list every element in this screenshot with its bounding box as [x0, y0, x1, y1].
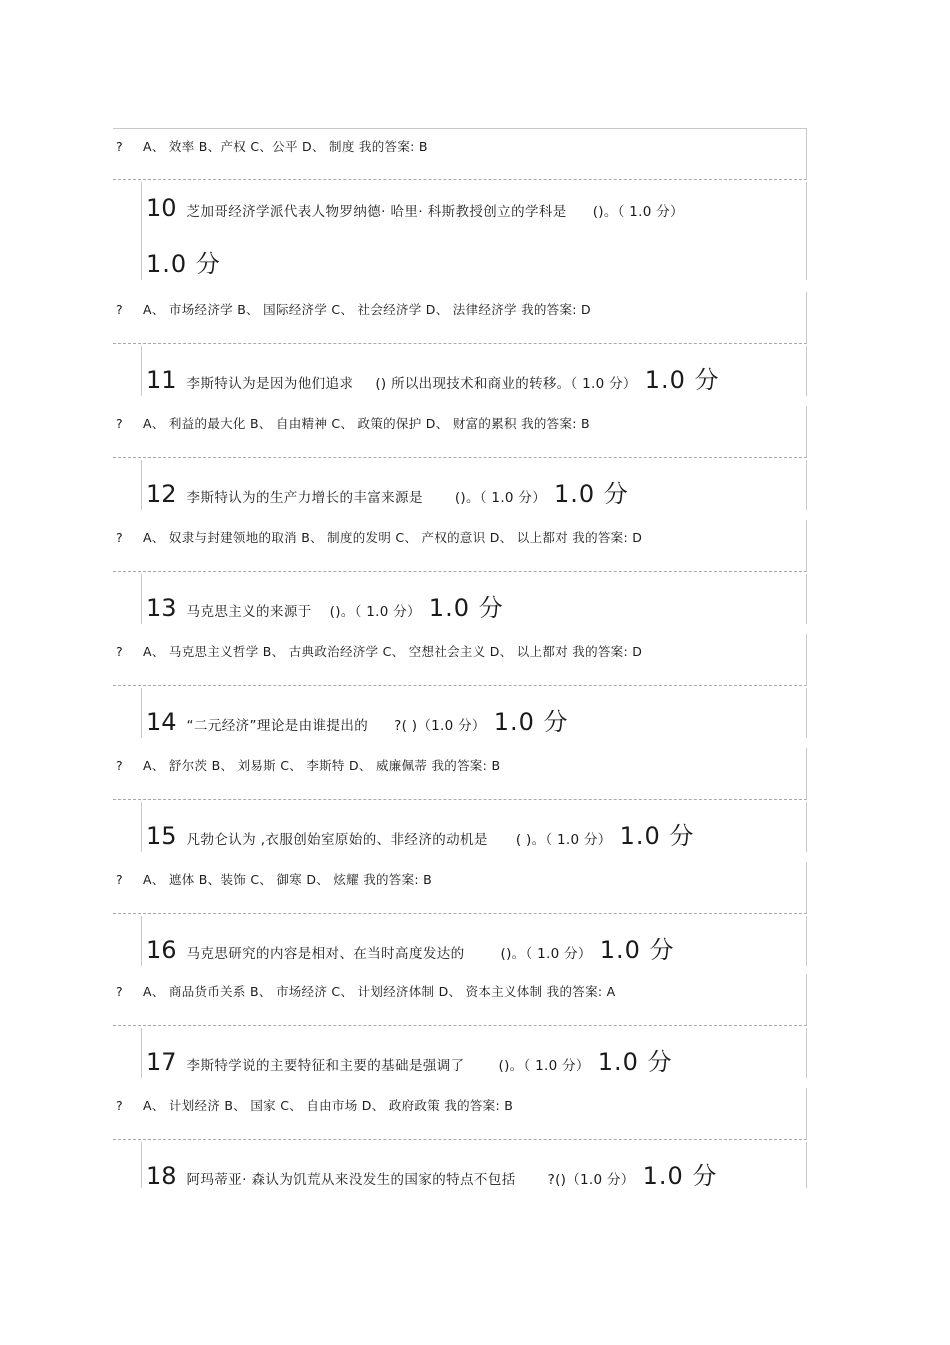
question-score: ?()（1.0 分） [547, 1172, 635, 1188]
question-number: 12 [146, 480, 177, 508]
question-row [113, 346, 807, 396]
answer-options-row [113, 862, 807, 914]
question-row [113, 1028, 807, 1078]
answer-options-row [113, 520, 807, 572]
question-number: 16 [146, 936, 177, 964]
answer-options-row [113, 128, 807, 180]
bullet-mark: ? [116, 872, 123, 887]
question-points: 1.0 分 [642, 1162, 718, 1190]
question-text: 凡勃仑认为 ,衣服创始室原始的、非经济的动机是 [186, 832, 488, 848]
question-points: 1.0 分 [644, 366, 720, 394]
answer-options-row [113, 1088, 807, 1140]
answer-options-row [113, 406, 807, 458]
question-text: “二元经济”理论是由谁提出的 [186, 718, 369, 734]
question-row [113, 182, 807, 280]
bullet-mark: ? [116, 984, 123, 999]
answer-options-text: A、 舒尔茨 B、 刘易斯 C、 李斯特 D、 威廉佩蒂 我的答案: B [143, 758, 501, 773]
question-score: () 所以出现技术和商业的转移。（ 1.0 分） [375, 376, 637, 392]
question-score: ()。（ 1.0 分） [498, 1058, 590, 1074]
answer-options-text: A、 效率 B、产权 C、公平 D、 制度 我的答案: B [143, 139, 428, 154]
question-text: 李斯特认为是因为他们追求 [186, 376, 354, 392]
bullet-mark: ? [116, 530, 123, 545]
answer-options-row [113, 292, 807, 344]
question-points: 1.0 分 [493, 708, 569, 736]
question-score: ()。（ 1.0 分） [329, 604, 421, 620]
answer-options-text: A、 马克思主义哲学 B、 古典政治经济学 C、 空想社会主义 D、 以上都对 我的答案: D [143, 644, 643, 659]
answer-options-row [113, 974, 807, 1026]
question-row [113, 1142, 807, 1188]
question-points: 1.0 分 [428, 594, 504, 622]
question-text: 阿玛蒂亚· 森认为饥荒从来没发生的国家的特点不包括 [186, 1172, 516, 1188]
bullet-mark: ? [116, 416, 123, 431]
answer-options-row [113, 748, 807, 800]
question-number: 15 [146, 822, 177, 850]
question-score: ()。（ 1.0 分） [500, 946, 592, 962]
question-text: 李斯特学说的主要特征和主要的基础是强调了 [186, 1058, 465, 1074]
question-score: ( )。（ 1.0 分） [515, 832, 612, 848]
question-points: 1.0 分 [597, 1048, 673, 1076]
answer-options-text: A、 奴隶与封建领地的取消 B、 制度的发明 C、 产权的意识 D、 以上都对 我的答案: D [143, 530, 643, 545]
question-text: 芝加哥经济学派代表人物罗纳德· 哈里· 科斯教授创立的学科是 [186, 204, 567, 220]
question-row [113, 802, 807, 852]
bullet-mark: ? [116, 302, 123, 317]
question-points: 1.0 分 [619, 822, 695, 850]
question-row [113, 688, 807, 738]
question-text: 李斯特认为的生产力增长的丰富来源是 [186, 490, 423, 506]
question-number: 13 [146, 594, 177, 622]
question-points: 1.0 分 [146, 250, 221, 278]
question-score: ?( )（1.0 分） [394, 718, 486, 734]
bullet-mark: ? [116, 758, 123, 773]
question-points: 1.0 分 [554, 480, 629, 508]
question-row [113, 460, 807, 510]
question-number: 17 [146, 1048, 177, 1076]
bullet-mark: ? [116, 644, 123, 659]
question-text: 马克思主义的来源于 [186, 604, 312, 620]
question-row [113, 574, 807, 624]
answer-options-text: A、 商品货币关系 B、 市场经济 C、 计划经济体制 D、 资本主义体制 我的答案: A [143, 984, 616, 999]
answer-options-row [113, 634, 807, 686]
answer-options-text: A、 利益的最大化 B、 自由精神 C、 政策的保护 D、 财富的累积 我的答案: B [143, 416, 590, 431]
answer-options-text: A、 市场经济学 B、 国际经济学 C、 社会经济学 D、 法律经济学 我的答案: D [143, 302, 591, 317]
question-row [113, 916, 807, 966]
question-number: 10 [146, 194, 177, 222]
question-text: 马克思研究的内容是相对、在当时高度发达的 [186, 946, 465, 962]
question-points: 1.0 分 [599, 936, 675, 964]
question-score: ()。（ 1.0 分） [454, 490, 546, 506]
question-number: 18 [146, 1162, 177, 1190]
bullet-mark: ? [116, 139, 123, 154]
bullet-mark: ? [116, 1098, 123, 1113]
answer-options-text: A、 计划经济 B、 国家 C、 自由市场 D、 政府政策 我的答案: B [143, 1098, 514, 1113]
question-number: 11 [146, 366, 177, 394]
answer-options-text: A、 遮体 B、装饰 C、 御寒 D、 炫耀 我的答案: B [143, 872, 433, 887]
question-number: 14 [146, 708, 177, 736]
question-score: ()。（ 1.0 分） [592, 204, 684, 220]
